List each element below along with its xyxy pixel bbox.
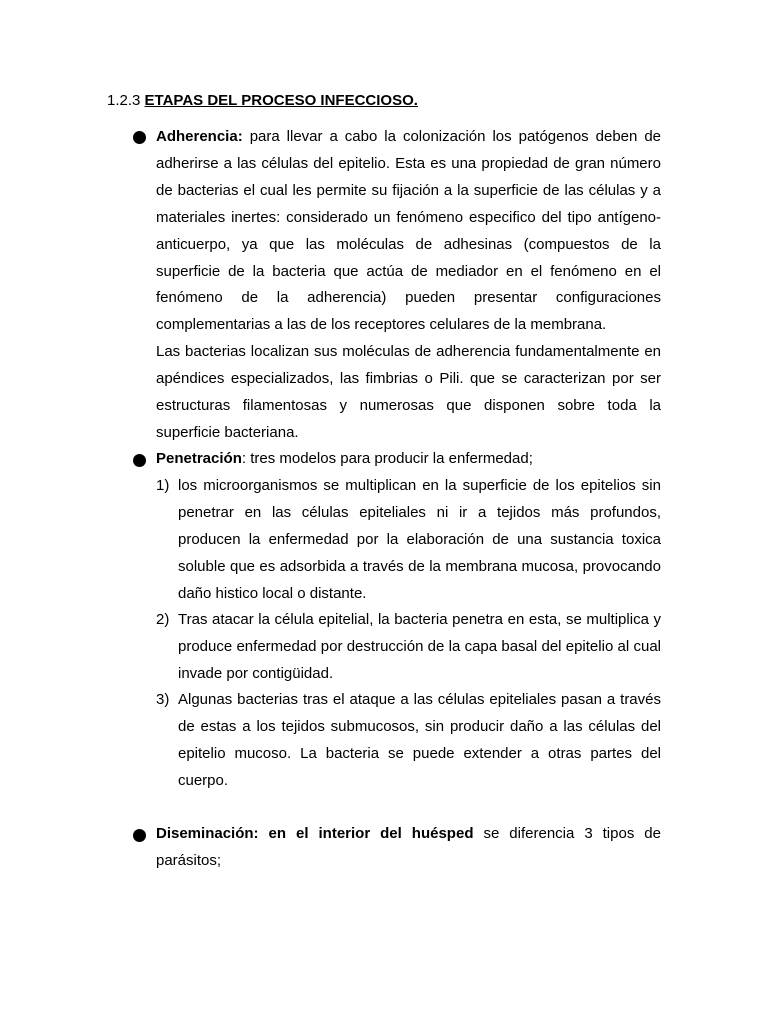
- section-heading: [107, 90, 418, 112]
- adherencia-paragraph: [156, 124, 661, 339]
- item-number: 1): [156, 477, 170, 494]
- item-text: los microorganismos se multiplican en la superficie de los epitelios sin penetrar en las células epiteliales ni ir a tejidos más profundos, producen la enfermedad por la elaboración de una sustancia toxica soluble que es adsorbida a través de la membrana mucosa, provocando daño histico local o distante.: [178, 477, 661, 602]
- item-text: Algunas bacterias tras el ataque a las células epiteliales pasan a través de estas a los tejidos submucosos, sin producir daño a las células del epitelio mucoso. La bacteria se puede extender a otras partes del cuerpo.: [178, 691, 661, 789]
- adherencia-text: para llevar a cabo la colonización los patógenos deben de adherirse a las células del epitelio. Esta es una propiedad de gran número de bacterias el cual les permite su fijación a la superficie de las células y a materiales inertes: considerado un fenómeno especifico del tipo antígeno-anticuerpo, ya que las moléculas de adhesinas (compuestos de la superficie de la bacteria que actúa de mediador en el fenómeno en el fenómeno de la adherencia) pueden presentar configuraciones complementarias a las de los receptores celulares de la membrana.: [156, 128, 662, 334]
- numbered-item: [156, 607, 661, 688]
- diseminacion-paragraph: [156, 821, 661, 875]
- adherencia-label: Adherencia:: [156, 128, 243, 145]
- item-text: Tras atacar la célula epitelial, la bacteria penetra en esta, se multiplica y produce enfermedad por destrucción de la capa basal del epitelio al cual invade por contigüidad.: [178, 611, 661, 682]
- item-number: 2): [156, 611, 170, 628]
- numbered-item: [156, 687, 661, 795]
- bullet-dot: [133, 454, 146, 467]
- diseminacion-text: se diferencia 3 tipos de parásitos;: [156, 825, 661, 869]
- bullet-diseminacion: [156, 821, 661, 875]
- numbered-item: [156, 473, 661, 608]
- penetracion-paragraph: [156, 446, 661, 473]
- diseminacion-label: Diseminación: en el interior del huésped: [156, 825, 474, 842]
- section-number: 1.2.3: [107, 92, 141, 109]
- bullet-dot: [133, 131, 146, 144]
- bullet-penetracion: [156, 446, 661, 473]
- bullet-dot: [133, 829, 146, 842]
- adherencia-paragraph-2: Las bacterias localizan sus moléculas de adherencia fundamentalmente en apéndices especializados, las fimbrias o Pili. que se caracterizan por ser estructuras filamentosas y numerosas que disponen sobre toda la superficie bacteriana.: [156, 343, 661, 441]
- section-title: ETAPAS DEL PROCESO INFECCIOSO.: [144, 92, 418, 109]
- bullet-adherencia: [156, 124, 661, 447]
- penetracion-text: : tres modelos para producir la enfermedad;: [241, 450, 533, 467]
- penetracion-label: Penetración: [156, 450, 242, 467]
- item-number: 3): [156, 691, 170, 708]
